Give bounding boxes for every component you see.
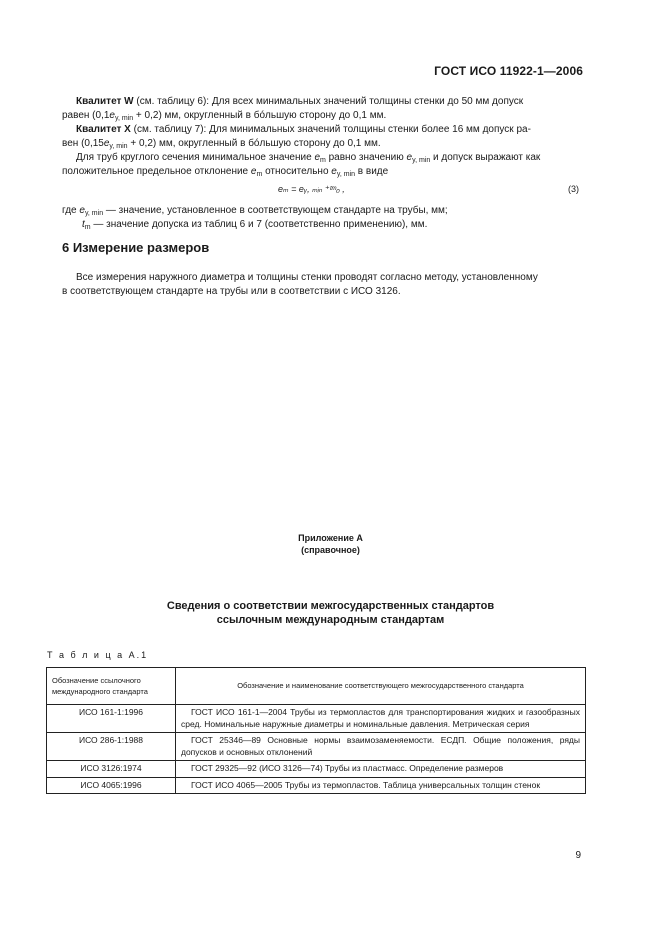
where-line2 <box>82 218 427 235</box>
where-l1a: где <box>62 205 80 216</box>
quality-x-sub: y, min <box>109 143 128 150</box>
header-intl-standard: Обозначение ссылочного международного стандарта <box>47 668 176 705</box>
quality-w-label: Квалитет W <box>76 96 134 107</box>
page-number: 9 <box>575 850 581 861</box>
where-l2-var: t <box>82 219 85 230</box>
formula-number: (3) <box>568 184 579 194</box>
table-header-row <box>47 668 586 705</box>
round-l2a: положительное предельное отклонение <box>62 166 251 177</box>
round-l1-sub2: y, min <box>412 157 431 164</box>
round-l1-var1: e <box>314 152 320 163</box>
interstate-standard-cell: ГОСТ ИСО 4065—2005 Трубы из термопластов. Таблица универсальных толщин стенок <box>176 777 586 794</box>
quality-w-text2a: равен (0,1 <box>62 110 110 121</box>
section-6-para-line1: Все измерения наружного диаметра и толщины стенки проводят согласно методу, установленному <box>76 272 538 283</box>
quality-x-var: e <box>103 138 110 149</box>
quality-w-var: e <box>109 110 115 121</box>
round-l1a: Для труб круглого сечения минимальное значение <box>76 152 315 163</box>
where-l1-var: e <box>79 205 85 216</box>
table-row <box>47 777 586 794</box>
round-l1-sub1: m <box>320 157 326 164</box>
table-caption: Т а б л и ц а А.1 <box>47 650 149 660</box>
round-l2b: относительно <box>262 166 332 177</box>
quality-x-text2b: + 0,2) мм, округленный в бóльшую сторону до 0,1 мм. <box>127 138 381 149</box>
quality-w-text1: (см. таблицу 6): Для всех минимальных значений толщины стенки до 50 мм допуск <box>133 96 524 107</box>
correspondence-table <box>46 667 586 794</box>
intl-standard-cell: ИСО 161-1:1996 <box>47 705 176 733</box>
appendix-type: (справочное) <box>301 545 360 555</box>
formula: eₘ = eᵧ, ₘᵢₙ ⁺ᵗᵐ₀ , <box>278 184 345 194</box>
quality-x-text1: (см. таблицу 7): Для минимальных значений толщины стенки более 16 мм допуск ра- <box>130 124 531 135</box>
intl-standard-cell: ИСО 4065:1996 <box>47 777 176 794</box>
appendix-title-line2: ссылочным международным стандартам <box>216 614 445 626</box>
where-l1b: — значение, установленное в соответствующем стандарте на трубы, мм; <box>103 205 448 216</box>
document-code: ГОСТ ИСО 11922-1—2006 <box>434 64 583 78</box>
table-row <box>47 705 586 733</box>
section-6-para-line2: в соответствующем стандарте на трубы или в соответствии с ИСО 3126. <box>62 286 401 297</box>
round-l1b: равно значению <box>325 152 407 163</box>
appendix-label: Приложение А <box>298 533 363 543</box>
round-l2-sub1: m <box>256 171 263 178</box>
table-row <box>47 733 586 761</box>
header-interstate-standard: Обозначение и наименование соответствующего межгосударственного стандарта <box>176 668 586 705</box>
round-l2-var2: e <box>331 166 337 177</box>
appendix-title-line1: Сведения о соответствии межгосударственных стандартов <box>166 600 495 612</box>
quality-w-line1 <box>76 95 523 109</box>
table-row <box>47 761 586 778</box>
round-l2-var1: e <box>250 166 257 177</box>
where-l2-sub: m <box>84 224 91 231</box>
round-l1-var2: e <box>406 152 413 163</box>
interstate-standard-cell: ГОСТ 25346—89 Основные нормы взаимозаменяемости. ЕСДП. Общие положения, ряды допусков и основных отклонений <box>176 733 586 761</box>
where-l1-sub: y, min <box>84 210 104 217</box>
quality-w-text2b: + 0,2) мм, округленный в бóльшую сторону до 0,1 мм. <box>133 110 387 121</box>
quality-x-line1 <box>76 123 531 137</box>
quality-x-label: Квалитет X <box>76 124 131 135</box>
round-line2 <box>62 165 388 182</box>
where-l2b: — значение допуска из таблиц 6 и 7 (соответственно применению), мм. <box>90 219 428 230</box>
round-l2c: в виде <box>355 166 389 177</box>
section-6-heading: 6 Измерение размеров <box>62 240 210 255</box>
round-l2-sub2: y, min <box>336 171 356 178</box>
round-l1c: и допуск выражают как <box>430 152 541 163</box>
quality-w-sub: y, min <box>114 115 134 122</box>
intl-standard-cell: ИСО 3126:1974 <box>47 761 176 778</box>
intl-standard-cell: ИСО 286-1:1988 <box>47 733 176 761</box>
quality-x-text2a: вен (0,15 <box>62 138 104 149</box>
interstate-standard-cell: ГОСТ ИСО 161-1—2004 Трубы из термопластов для транспортирования жидких и газообразных сред. Номинальные наружные диаметры и номинальные давления. Метрическая серия <box>176 705 586 733</box>
interstate-standard-cell: ГОСТ 29325—92 (ИСО 3126—74) Трубы из пластмасс. Определение размеров <box>176 761 586 778</box>
